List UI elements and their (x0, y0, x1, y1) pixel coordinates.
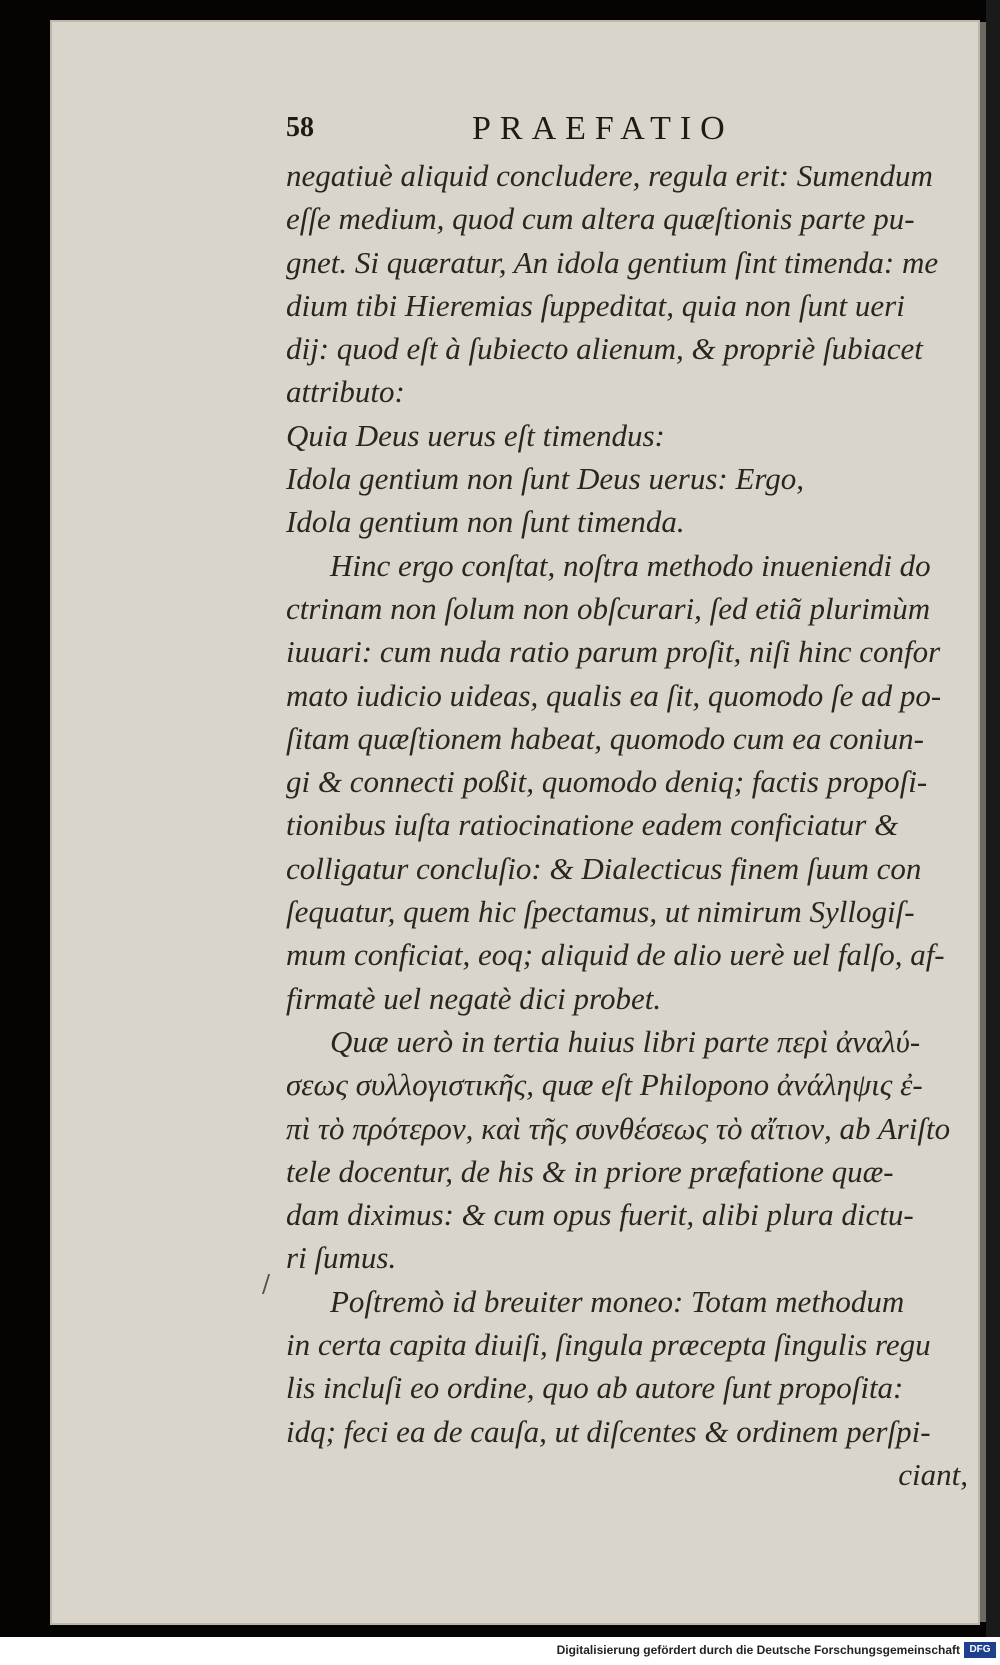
text-line: negatiuè aliquid concludere, regula erit: Sumendum (286, 158, 933, 193)
text-line: iuuari: cum nuda ratio parum proſit, niſi hinc confor (286, 634, 941, 670)
syllogism-line: Idola gentium non ſunt Deus uerus: Ergo, (286, 461, 805, 497)
syllogism-line: Quia Deus uerus eſt timendus: (286, 417, 665, 453)
text-line: ſequatur, quem hic ſpectamus, ut nimirum Syllogiſ- (286, 894, 915, 930)
text-line: σεως συλλογιστικῆς, quæ eſt Philopono ἀνάληψις ἐ- (286, 1067, 923, 1103)
footer-bar (0, 1637, 1000, 1665)
page-header (286, 108, 976, 154)
text-line: dij: quod eſt à ſubiecto alienum, & propriè ſubiacet (286, 331, 923, 367)
text-line: mum conficiat, eoq; aliquid de alio uerè uel falſo, af- (286, 937, 945, 973)
text-line: ſitam quæſtionem habeat, quomodo cum ea coniun- (286, 720, 924, 756)
text-line: gnet. Si quæratur, An idola gentium ſint timenda: me (286, 244, 939, 280)
text-line: eſſe medium, quod cum altera quæſtionis parte pu- (286, 201, 915, 237)
text-line: firmatè uel negatè dici probet. (286, 980, 662, 1016)
paragraph-start: Hinc ergo conſtat, noſtra methodo inueniendi do (330, 547, 931, 583)
paragraph-start: Poſtremò id breuiter moneo: Totam methodum (330, 1283, 905, 1319)
text-line: gi & connecti poßit, quomodo deniq; factis propoſi- (286, 764, 928, 800)
dfg-logo: DFG (964, 1642, 996, 1658)
catchword: ciant, (898, 1456, 968, 1492)
running-head: PRAEFATIO (472, 110, 734, 147)
text-line: attributo: (286, 374, 405, 410)
text-block (286, 108, 976, 1496)
text-line: tele docentur, de his & in priore præfatione quæ- (286, 1153, 894, 1189)
text-line: idq; feci ea de cauſa, ut diſcentes & ordinem perſpi- (286, 1413, 931, 1449)
text-line: tionibus iuſta ratiocinatione eadem conficiatur & (286, 807, 899, 843)
text-line: πὶ τὸ πρότερον, καὶ τῆς συνθέσεως τὸ αἴτιον, ab Ariſto (286, 1110, 951, 1146)
text-line: mato iudicio uideas, qualis ea ſit, quomodo ſe ad po- (286, 677, 942, 713)
scan-margin (986, 0, 1000, 1637)
text-line: colligatur concluſio: & Dialecticus finem ſuum con (286, 850, 922, 886)
text-line: dam diximus: & cum opus fuerit, alibi plura dictu- (286, 1197, 914, 1233)
text-line: dium tibi Hieremias ſuppeditat, quia non ſunt ueri (286, 287, 905, 323)
funding-credit: Digitalisierung gefördert durch die Deutsche Forschungsgemeinschaft (556, 1643, 960, 1657)
paragraph-start: Quæ uerò in tertia huius libri parte περὶ ἀναλύ- (330, 1023, 921, 1059)
margin-mark: / (262, 1270, 271, 1298)
text-line: lis incluſi eo ordine, quo ab autore ſunt propoſita: (286, 1370, 904, 1406)
text-line: ri ſumus. (286, 1240, 397, 1276)
text-line: in certa capita diuiſi, ſingula præcepta ſingulis regu (286, 1327, 931, 1363)
page-number: 58 (286, 112, 314, 143)
text-line: ctrinam non ſolum non obſcurari, ſed etiã plurimùm (286, 590, 931, 626)
syllogism-line: Idola gentium non ſunt timenda. (286, 504, 685, 540)
